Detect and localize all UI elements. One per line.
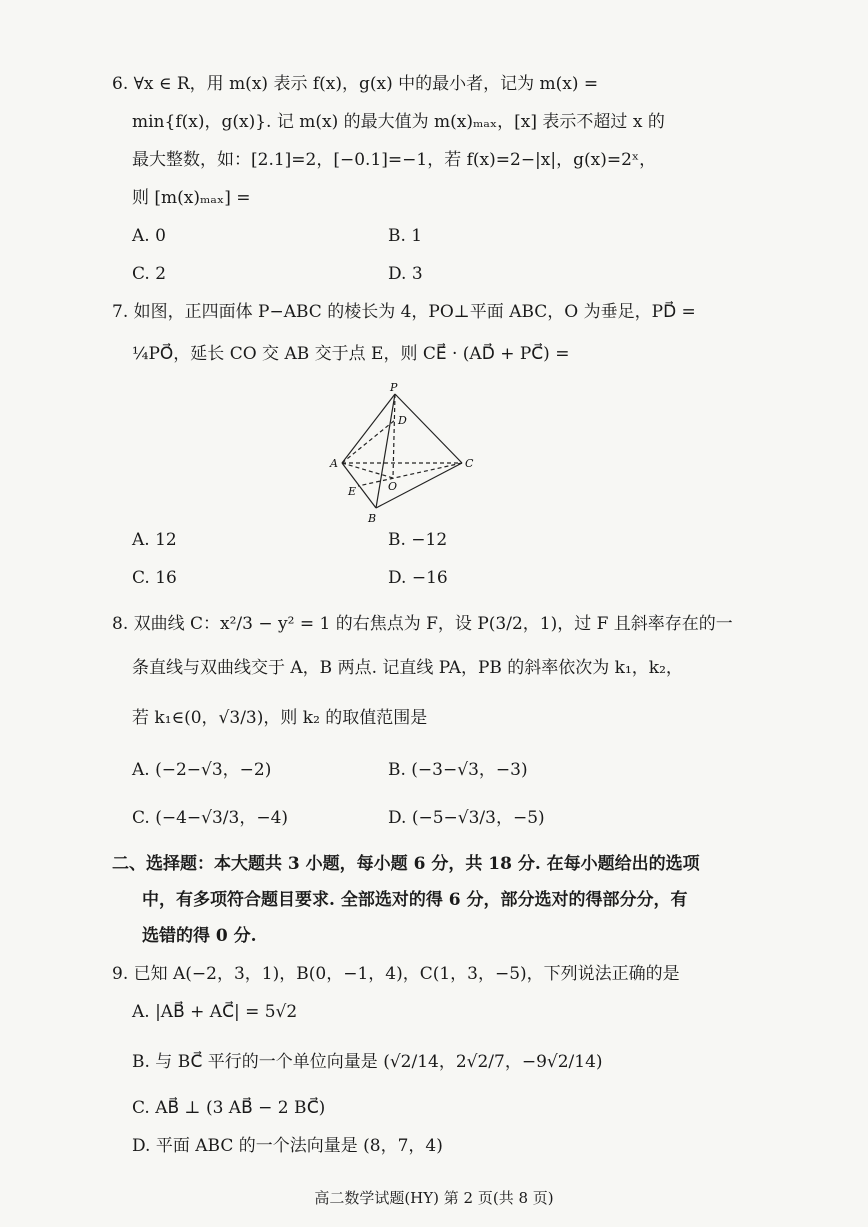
section-2-line-2: 中，有多项符合题目要求. 全部选对的得 6 分，部分选对的得部分分，有 [142, 890, 688, 910]
edge-pc [395, 394, 462, 463]
q7-option-d: D. −16 [388, 568, 448, 588]
q8-line-2: 条直线与双曲线交于 A，B 两点. 记直线 PA，PB 的斜率依次为 k₁，k₂， [132, 658, 683, 678]
label-b: B [368, 512, 377, 525]
q8-option-c: C. (−4−√3/3，−4) [132, 808, 289, 828]
tetrahedron-figure [318, 380, 488, 530]
q6-option-b: B. 1 [388, 226, 423, 246]
segment-ce [358, 463, 462, 486]
section-2-line-3: 选错的得 0 分. [142, 926, 257, 946]
q9-option-a: A. |AB⃗ + AC⃗| = 5√2 [132, 1002, 298, 1022]
label-a: A [330, 457, 338, 470]
label-p: P [390, 381, 398, 394]
label-o: O [388, 480, 398, 493]
q7-line-2: ¼PO⃗，延长 CO 交 AB 交于点 E，则 CE⃗ · (AD⃗ + PC⃗) = [132, 344, 570, 364]
q6-option-d: D. 3 [388, 264, 423, 284]
q6-line-1: 6. ∀x ∈ R，用 m(x) 表示 f(x)，g(x) 中的最小者，记为 m(x) = [112, 74, 599, 94]
label-e: E [348, 485, 357, 498]
q9-line-1: 9. 已知 A(−2，3，1)，B(0，−1，4)，C(1，3，−5)，下列说法正确的是 [112, 964, 680, 984]
q7-line-1: 7. 如图，正四面体 P−ABC 的棱长为 4，PO⊥平面 ABC，O 为垂足，PD⃗ = [112, 302, 696, 322]
q6-line-3: 最大整数，如：[2.1]=2，[−0.1]=−1，若 f(x)=2−|x|，g(x)=2ˣ， [132, 150, 657, 170]
q7-option-c: C. 16 [132, 568, 177, 588]
tetrahedron-diagram [318, 380, 488, 530]
q9-option-b: B. 与 BC⃗ 平行的一个单位向量是 (√2/14，2√2/7，−9√2/14) [132, 1052, 603, 1072]
segment-ao [342, 463, 393, 478]
edge-pa [342, 394, 395, 463]
q8-line-3: 若 k₁∈(0，√3/3)，则 k₂ 的取值范围是 [132, 708, 428, 728]
q7-option-a: A. 12 [132, 530, 177, 550]
page-footer: 高二数学试题(HY) 第 2 页(共 8 页) [314, 1189, 554, 1207]
q8-option-b: B. (−3−√3，−3) [388, 760, 528, 780]
q6-option-a: A. 0 [132, 226, 166, 246]
q8-option-d: D. (−5−√3/3，−5) [388, 808, 545, 828]
label-c: C [465, 457, 474, 470]
q7-option-b: B. −12 [388, 530, 448, 550]
label-d: D [398, 414, 407, 427]
q6-option-c: C. 2 [132, 264, 167, 284]
q9-option-d: D. 平面 ABC 的一个法向量是 (8，7，4) [132, 1136, 443, 1156]
q6-line-4: 则 [m(x)ₘₐₓ] = [132, 188, 251, 208]
q6-line-2: min{f(x)，g(x)}. 记 m(x) 的最大值为 m(x)ₘₐₓ，[x] 表示不超过 x 的 [132, 112, 665, 132]
q9-option-c: C. AB⃗ ⊥ (3 AB⃗ − 2 BC⃗) [132, 1098, 326, 1118]
section-2-line-1: 二、选择题：本大题共 3 小题，每小题 6 分，共 18 分. 在每小题给出的选项 [112, 854, 700, 874]
q8-option-a: A. (−2−√3，−2) [132, 760, 272, 780]
q8-line-1: 8. 双曲线 C：x²/3 − y² = 1 的右焦点为 F，设 P(3/2，1)，过 F 且斜率存在的一 [112, 614, 733, 634]
